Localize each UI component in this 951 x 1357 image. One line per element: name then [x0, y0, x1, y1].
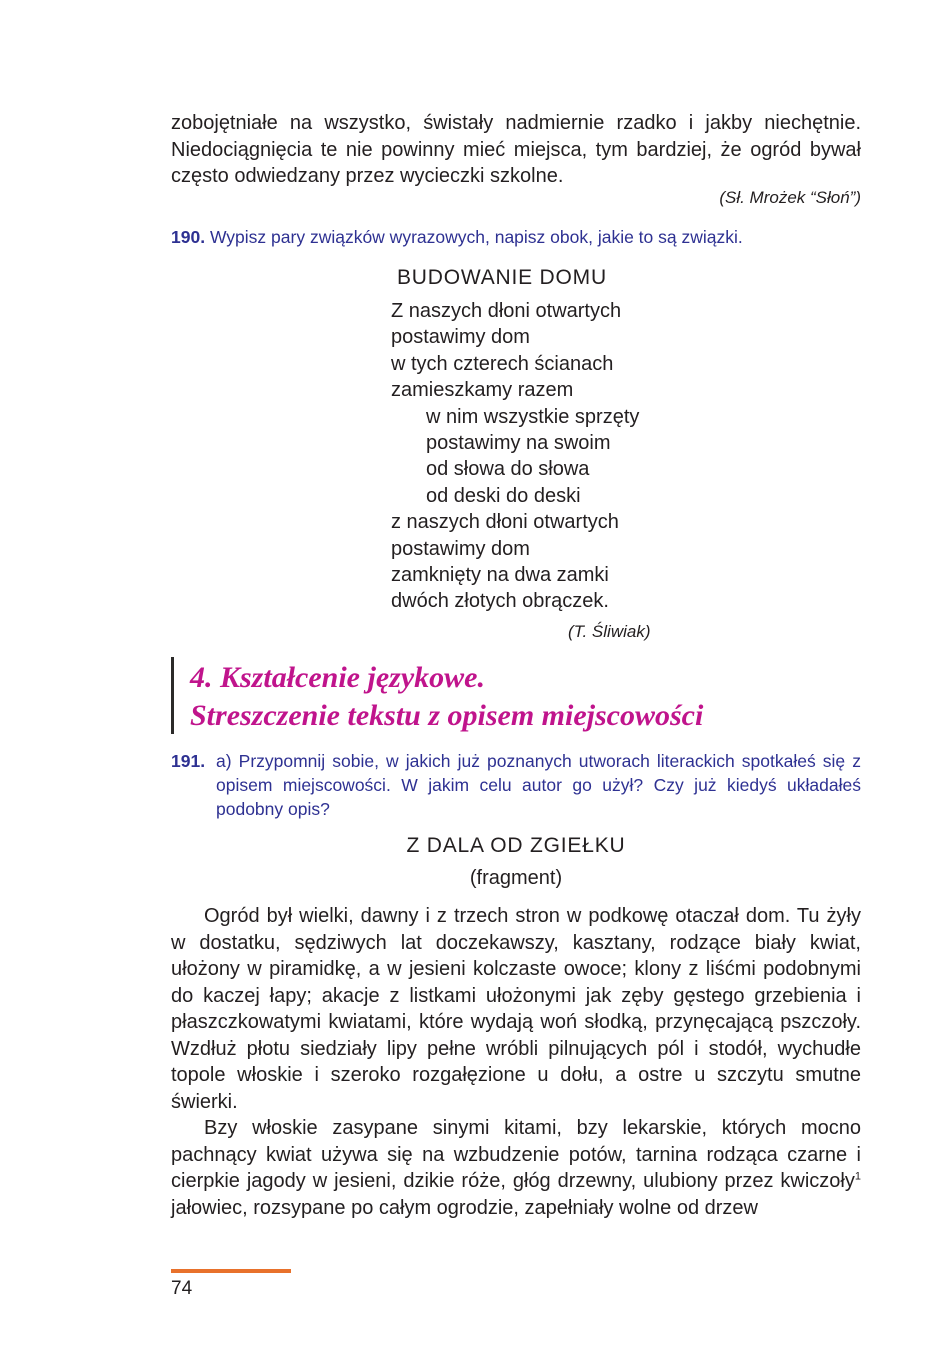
poem-line: z naszych dłoni otwartych — [391, 511, 619, 534]
paragraph-2-start: Bzy włoskie zasypane sinymi kitami, bzy lekarskie, których mocno pachnący kwiat używa się na wzbudzenie potów, tarnina rodząca czarne i cierpkie jagody w jesieni, dzikie róże, głóg drzewny, ulubiony przez kwiczoły — [171, 1117, 861, 1192]
story-text — [171, 903, 861, 1221]
page-number: 74 — [171, 1278, 193, 1299]
poem-author: (T. Śliwiak) — [568, 622, 651, 641]
poem-line: postawimy dom — [391, 326, 530, 349]
story-title: Z DALA OD ZGIEŁKU — [406, 834, 626, 857]
section-heading-line-2: Streszczenie tekstu z opisem miejscowości — [190, 699, 704, 732]
story-subtitle: (fragment) — [469, 867, 563, 889]
intro-paragraph: zobojętniałe na wszystko, świstały nadmiernie rzadko i jakby niechętnie. Niedociągnięcia te nie powinny mieć miejsca, tym bardziej, że ogród bywał często odwiedzany przez wycieczki szkolne. — [171, 112, 861, 187]
poem-title: BUDOWANIE DOMU — [397, 266, 607, 289]
task-190 — [171, 226, 861, 248]
task-text: Wypisz pary związków wyrazowych, napisz obok, jakie to są związki. — [209, 227, 743, 247]
poem-line: w nim wszystkie sprzęty — [426, 405, 640, 428]
footnote-marker: 1 — [854, 1170, 861, 1183]
task-191 — [171, 749, 861, 821]
poem-line: postawimy na swoim — [426, 432, 611, 455]
poem-body — [391, 298, 639, 615]
poem-line: postawimy dom — [391, 537, 530, 560]
story-paragraph-2 — [171, 1115, 861, 1221]
paragraph-2-end: jałowiec, rozsypane po całym ogrodzie, zapełniały wolne od drzew — [171, 1196, 758, 1219]
poem-line: zamknięty na dwa zamki — [391, 564, 609, 587]
poem-line: zamieszkamy razem — [391, 379, 574, 402]
poem-line: dwóch złotych obrączek. — [391, 590, 609, 613]
section-accent-bar — [171, 657, 174, 734]
poem-line: w tych czterech ścianach — [391, 352, 614, 375]
poem-line: od deski do deski — [426, 484, 581, 507]
task-number: 190. — [171, 227, 206, 247]
poem-line: od słowa do słowa — [426, 458, 590, 481]
intro-source: (Sł. Mrożek “Słoń”) — [719, 188, 861, 207]
poem-line: Z naszych dłoni otwartych — [391, 300, 622, 322]
story-paragraph-1: Ogród był wielki, dawny i z trzech stron w podkowę otaczał dom. Tu żyły w dostatku, sędziwych lat doczekawszy, kasztany, rodzące biały kwiat, ułożony w piramidkę, a w jesieni kolczaste owoce; klony z liśćmi podobnymi do kaczej łapy; akacje z listkami ułożonymi jak zęby gęstego grzebienia i płaszczkowatymi kwiatami, które wydają woń słodką, przynęcającą pszczoły. Wzdłuż płotu siedziały lipy pełne wróbli pilnujących pól i stodół, wychudłe topole włoskie i szeroko rozgałęzione u dołu, a ostre u szczytu smutne świerki. — [171, 905, 861, 1113]
task-number: 191. — [171, 751, 206, 771]
footer-accent-rule — [171, 1269, 291, 1273]
section-heading-line-1: 4. Kształcenie językowe. — [190, 661, 485, 694]
task-text: a) Przypomnij sobie, w jakich już poznanych utworach literackich spotkałeś się z opisem miejscowości. W jakim celu autor go użył? Czy już kiedyś układałeś podobny opis? — [216, 751, 861, 819]
